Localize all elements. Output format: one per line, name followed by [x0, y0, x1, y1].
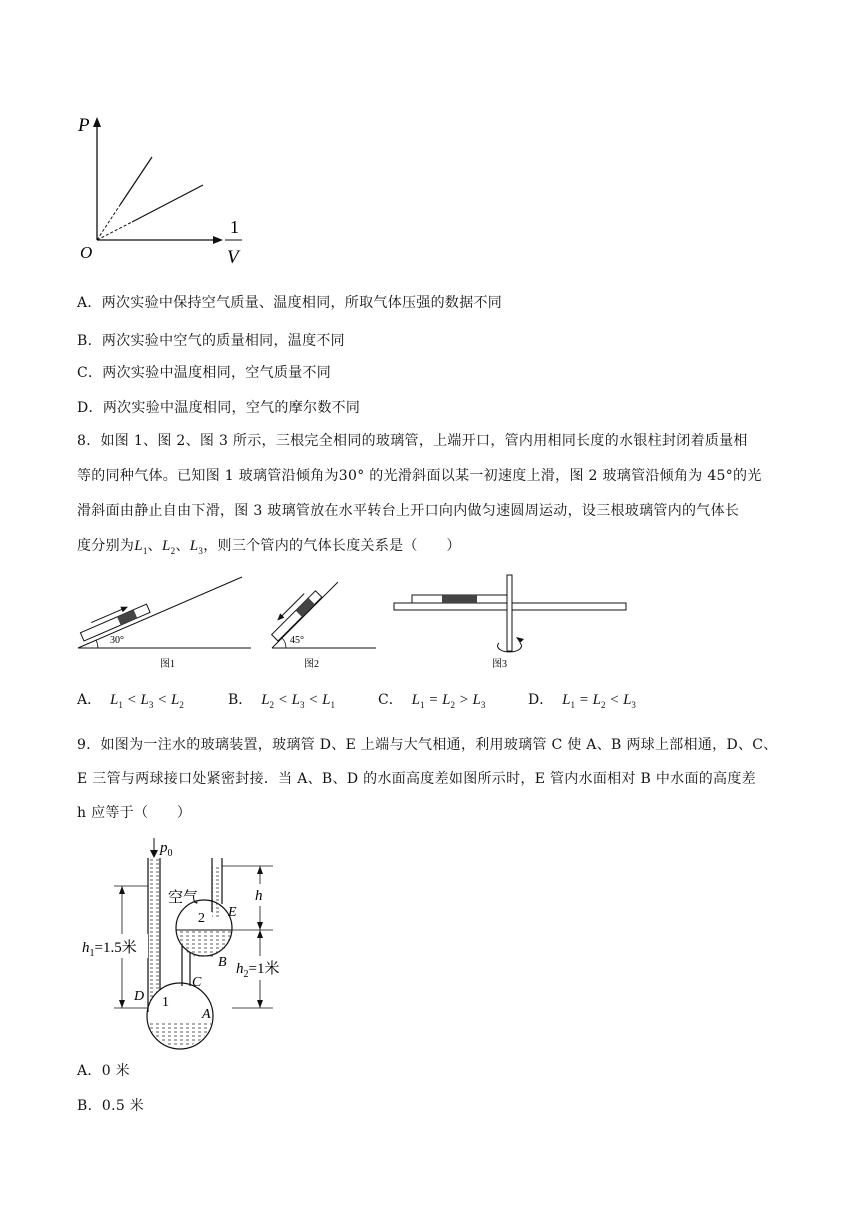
q7-option-b: B．两次实验中空气的质量相同，温度不同 [77, 333, 345, 349]
label-a: A [202, 1007, 211, 1022]
q8-option-d: D． $L_1 = L_2 < L_3$ [528, 692, 636, 710]
var-l3: $L_3$ [189, 538, 204, 556]
q9-apparatus-figure [78, 830, 308, 1065]
p0-label: $p_0$ [160, 840, 173, 859]
label-e: E [228, 905, 237, 920]
fig3-caption: 图3 [492, 659, 507, 670]
q9-line-2: E 三管与两球接口处紧密封接．当 A、B、D 的水面高度差如图所示时，E 管内水面相对 B 中水面的高度差 [77, 771, 756, 787]
label-d: D [134, 989, 145, 1004]
h1-label: $h_1=1.5$米 [82, 940, 137, 959]
q8-figure-2 [264, 575, 384, 671]
x-axis-denominator: V [227, 247, 239, 268]
q7-option-a: A．两次实验中保持空气质量、温度相同，所取气体压强的数据不同 [77, 295, 503, 311]
q8-line-1: 8．如图 1、图 2、图 3 所示，三根完全相同的玻璃管，上端开口，管内用相同长度的水银柱封闭着质量相 [77, 433, 748, 449]
q7-option-c: C．两次实验中温度相同，空气质量不同 [77, 365, 332, 381]
q9-option-a: A．0 米 [77, 1063, 130, 1079]
q7-option-d: D．两次实验中温度相同，空气的摩尔数不同 [77, 400, 361, 416]
var-l1: $L_1$ [134, 538, 148, 556]
q9-line-3: h 应等于（ ） [77, 805, 192, 821]
separator: 、 [147, 538, 162, 554]
q8-option-a: A． $L_1 < L_3 < L_2$ [77, 692, 184, 710]
ball-1-label: 1 [162, 995, 169, 1010]
ball-2-label: 2 [198, 911, 205, 926]
h2-label: $h_2=1$米 [236, 961, 280, 980]
fig2-angle: 45° [290, 635, 304, 646]
q8-option-c: C． $L_1 = L_2 > L_3$ [378, 692, 486, 710]
q8-figure-3 [392, 573, 632, 671]
fig1-caption: 图1 [160, 659, 175, 670]
x-axis-numerator: 1 [230, 217, 239, 237]
p-inverse-v-graph [70, 105, 260, 275]
q9-line-1: 9．如图为一注水的玻璃装置，玻璃管 D、E 上端与大气相通，利用玻璃管 C 使 A、B 两球上部相通，D、C、 [77, 737, 778, 753]
q8-line-2: 等的同种气体。已知图 1 玻璃管沿倾角为30° 的光滑斜面以某一初速度上滑，图 2 玻璃管沿倾角为 45°的光 [77, 468, 762, 484]
var-l2: $L_2$ [161, 538, 176, 556]
q8-option-b: B． $L_2 < L_3 < L_1$ [228, 692, 335, 710]
origin-label: O [80, 243, 93, 262]
q8-line-3: 滑斜面由静止自由下滑，图 3 玻璃管放在水平转台上开口向内做匀速圆周运动，设三根玻璃管内的气体长 [77, 503, 740, 519]
h-label: h [255, 888, 263, 904]
separator: 、 [175, 538, 190, 554]
q8-figure-1 [76, 575, 256, 671]
q9-option-b: B．0.5 米 [77, 1098, 145, 1114]
label-c: C [192, 975, 202, 990]
q8-line-4-suffix: ，则三个管内的气体长度关系是（ ） [203, 538, 461, 554]
fig1-angle: 30° [110, 635, 124, 646]
air-label: 空气 [168, 890, 199, 906]
q8-line-4 [77, 535, 461, 556]
q8-line-4-prefix: 度分别为 [77, 538, 135, 554]
y-axis-label: P [78, 115, 90, 136]
fig2-caption: 图2 [304, 659, 319, 670]
label-b: B [218, 955, 227, 970]
